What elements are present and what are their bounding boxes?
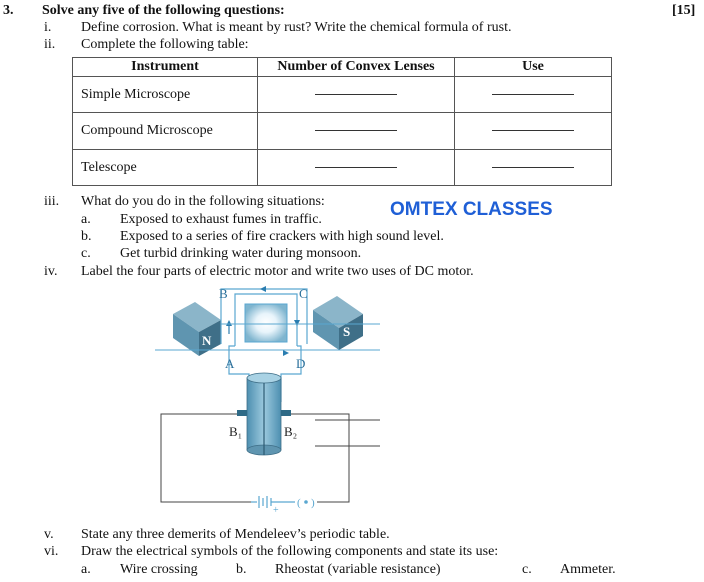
- lens-table: [72, 57, 612, 186]
- electric-motor-diagram: [155, 284, 385, 516]
- label-a: A: [225, 356, 235, 371]
- item-num-vi: vi.: [44, 544, 59, 559]
- item-num-ii: ii.: [44, 37, 56, 52]
- table-header-row: [73, 58, 612, 77]
- item-text-iv: Label the four parts of electric motor and write two uses of DC motor.: [81, 264, 474, 279]
- item-text-vi-b: Rheostat (variable resistance): [275, 562, 441, 577]
- label-plus: +: [273, 505, 279, 516]
- item-text-vi: Draw the electrical symbols of the following components and state its use:: [81, 544, 499, 559]
- question-number: 3.: [3, 3, 14, 18]
- table-cell-use: [455, 77, 612, 113]
- brush-b2: [281, 410, 291, 416]
- item-text-vi-c: Ammeter.: [560, 562, 616, 577]
- commutator: [247, 373, 281, 455]
- item-num-vi-a: a.: [81, 562, 91, 577]
- label-s: S: [343, 324, 351, 339]
- key-switch-icon: [297, 497, 315, 509]
- watermark-text: OMTEX CLASSES: [390, 199, 553, 220]
- item-num-iv: iv.: [44, 264, 58, 279]
- svg-text:(: (: [297, 497, 301, 509]
- marks-label: [15]: [672, 3, 696, 18]
- item-text-ii: Complete the following table:: [81, 37, 249, 52]
- label-b: B: [219, 286, 228, 301]
- label-b1: B₁: [229, 424, 243, 439]
- item-num-iii-c: c.: [81, 246, 91, 261]
- item-num-v: v.: [44, 527, 54, 542]
- table-cell-lenses: [258, 150, 455, 186]
- item-num-iii-a: a.: [81, 212, 91, 227]
- item-num-iii: iii.: [44, 194, 60, 209]
- label-n: N: [202, 333, 212, 348]
- table-header-instrument: Instrument: [73, 58, 258, 77]
- question-title: Solve any five of the following questions:: [42, 3, 285, 18]
- table-cell-lenses: [258, 113, 455, 150]
- svg-text:): ): [311, 497, 315, 509]
- table-cell-instrument: Simple Microscope: [73, 77, 258, 113]
- north-magnet: [173, 302, 221, 356]
- table-row: [73, 113, 612, 150]
- item-num-vi-c: c.: [522, 562, 532, 577]
- table-header-lenses: Number of Convex Lenses: [258, 58, 455, 77]
- table-header-use: Use: [455, 58, 612, 77]
- table-cell-use: [455, 113, 612, 150]
- table-cell-lenses: [258, 77, 455, 113]
- label-c: C: [299, 286, 308, 301]
- coil-center-square: [245, 304, 287, 342]
- item-text-v: State any three demerits of Mendeleev’s periodic table.: [81, 527, 390, 542]
- item-text-i: Define corrosion. What is meant by rust? Write the chemical formula of rust.: [81, 20, 512, 35]
- item-num-i: i.: [44, 20, 52, 35]
- table-cell-instrument: Compound Microscope: [73, 113, 258, 150]
- item-text-iii-a: Exposed to exhaust fumes in traffic.: [120, 212, 322, 227]
- label-b2: B₂: [284, 424, 298, 439]
- item-text-iii: What do you do in the following situations:: [81, 194, 325, 209]
- south-magnet: [313, 296, 363, 350]
- table-cell-instrument: Telescope: [73, 150, 258, 186]
- table-cell-use: [455, 150, 612, 186]
- item-num-vi-b: b.: [236, 562, 247, 577]
- table-row: [73, 77, 612, 113]
- item-num-iii-b: b.: [81, 229, 92, 244]
- item-text-iii-c: Get turbid drinking water during monsoon.: [120, 246, 362, 261]
- item-text-iii-b: Exposed to a series of fire crackers with high sound level.: [120, 229, 444, 244]
- item-text-vi-a: Wire crossing: [120, 562, 198, 577]
- table-row: [73, 150, 612, 186]
- brush-b1: [237, 410, 247, 416]
- label-d: D: [296, 356, 306, 371]
